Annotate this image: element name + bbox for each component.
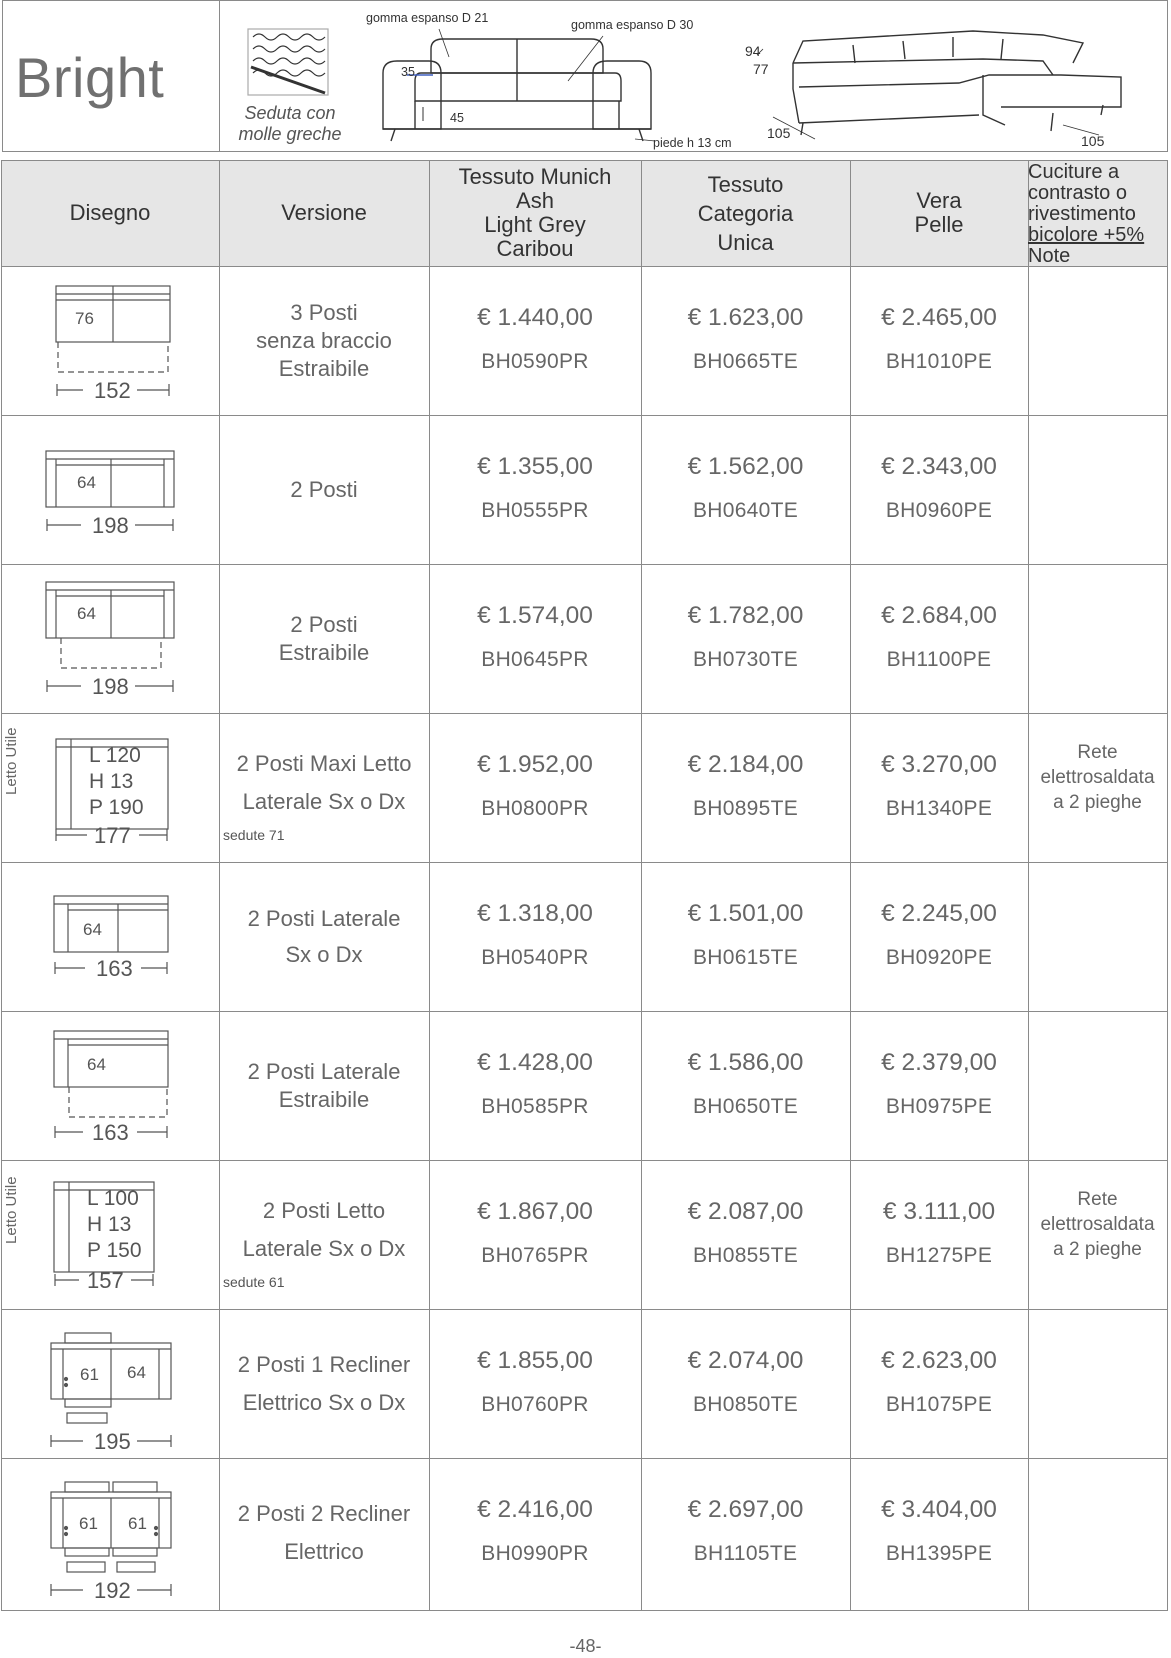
corner-sofa-drawing [757,31,1121,139]
version-cell [219,266,429,415]
price-munich-cell [429,1160,641,1309]
header-note-line: rivestimento [1028,202,1136,225]
bed-label: Letto Utile [3,1176,20,1244]
bed-dim-line: P 190 [89,796,144,819]
table-row [1,1011,1168,1160]
version-line: 2 Posti 2 Recliner [237,1500,411,1526]
version-line: 2 Posti Letto [262,1197,386,1223]
version-cell [219,1011,429,1160]
price-munich: € 2.416,00 [477,1496,593,1523]
price-categoria: € 2.074,00 [687,1347,804,1374]
bed-dim-line: L 100 [87,1187,139,1210]
code-pelle: BH1010PE [885,350,993,373]
price-pelle-cell [850,862,1028,1011]
header-pelle-line: Vera [916,188,962,213]
foam-d30-label: gomma espanso D 30 [571,18,694,32]
price-pelle-cell [850,1160,1028,1309]
version-line: 3 Posti [290,299,358,325]
version-line: 2 Posti Laterale [247,905,401,931]
price-munich-cell [429,1309,641,1458]
dim-94-label: 94 [745,43,761,59]
header-disegno: Disegno [69,200,151,225]
code-categoria: BH0615TE [692,946,799,969]
price-categoria: € 1.562,00 [687,453,804,480]
header-note [1028,160,1167,266]
drawing-cell [1,415,219,564]
price-categoria-cell [641,1458,850,1607]
code-munich: BH0645PR [481,648,589,671]
price-categoria: € 2.184,00 [687,751,804,778]
version-cell [219,564,429,713]
version-cell [219,1309,429,1458]
version-cell [219,1458,429,1607]
note-line: Rete [1077,1189,1118,1210]
price-munich-cell [429,862,641,1011]
code-categoria: BH0895TE [692,797,799,820]
front-sofa-drawing [383,29,655,141]
table-row [1,1458,1168,1610]
width-label: 157 [87,1268,124,1293]
version-line: Sx o Dx [285,941,363,967]
seat-width-note: sedute 61 [223,1274,285,1290]
drawing-cell [1,862,219,1011]
code-categoria: BH0850TE [692,1393,799,1416]
version-line: 2 Posti Maxi Letto [236,750,412,776]
price-munich-cell [429,564,641,713]
note-line: a 2 pieghe [1053,792,1142,813]
width-label: 198 [92,674,129,699]
drawing-cell [1,1458,219,1607]
price-pelle-cell [850,564,1028,713]
price-munich: € 1.428,00 [477,1049,593,1076]
code-pelle: BH0975PE [885,1095,993,1118]
bed-dims [89,743,144,821]
table-row [1,415,1168,564]
dim-105-right-label: 105 [1081,133,1105,149]
version-line: 2 Posti [290,476,358,502]
foam-d21-label: gomma espanso D 21 [366,11,489,25]
code-pelle: BH1340PE [885,797,993,820]
code-munich: BH0585PR [481,1095,589,1118]
table-row [1,1160,1168,1309]
depth-label-2: 61 [128,1514,147,1533]
version-line: Estraibile [278,355,370,381]
depth-label: 64 [87,1055,106,1074]
depth-label-2: 64 [127,1363,146,1382]
price-pelle: € 3.270,00 [881,751,997,778]
price-munich-cell [429,1011,641,1160]
version-line: 2 Posti [290,611,358,637]
code-categoria: BH0855TE [692,1244,799,1267]
version-line: Estraibile [278,639,370,665]
price-munich: € 1.574,00 [477,602,593,629]
price-munich: € 1.440,00 [477,304,593,331]
code-munich: BH0990PR [481,1542,589,1565]
width-label: 177 [94,823,131,848]
version-line: Estraibile [278,1086,370,1112]
header-box [2,0,1168,152]
depth-label: 61 [80,1365,99,1384]
table-row [1,266,1168,415]
price-munich-cell [429,713,641,862]
header-categoria-line: Unica [717,229,774,255]
version-line: Elettrico Sx o Dx [242,1389,406,1415]
version-line: Elettrico [284,1538,364,1564]
price-categoria-cell [641,1309,850,1458]
dim-35-label: 35 [401,65,415,79]
code-pelle: BH1395PE [885,1542,993,1565]
price-categoria-cell [641,266,850,415]
code-pelle: BH1100PE [886,648,992,671]
price-categoria-cell [641,1011,850,1160]
version-line: 2 Posti Laterale [247,1058,401,1084]
code-categoria: BH0640TE [692,499,799,522]
version-line: Laterale Sx o Dx [242,788,406,814]
header-pelle-line: Pelle [914,212,964,237]
version-cell [219,862,429,1011]
price-munich-cell [429,266,641,415]
dim-77-label: 77 [753,61,769,77]
price-pelle: € 2.343,00 [881,453,997,480]
header-note-line: Note [1028,244,1071,267]
version-line: senza braccio [256,327,392,353]
code-pelle: BH0960PE [885,499,993,522]
depth-label: 76 [75,309,94,328]
width-label: 163 [96,956,133,981]
brand-title: Bright [15,46,165,109]
price-categoria-cell [641,713,850,862]
depth-label: 64 [83,920,102,939]
header-categoria [641,160,850,266]
code-categoria: BH0730TE [692,648,799,671]
price-munich: € 1.952,00 [477,751,593,778]
price-pelle-cell [850,713,1028,862]
width-label: 152 [94,378,131,403]
code-pelle: BH1075PE [885,1393,993,1416]
price-pelle-cell [850,415,1028,564]
code-pelle: BH1275PE [885,1244,993,1267]
sofa-plan-icon [1,862,219,1011]
version-line: Laterale Sx o Dx [242,1235,406,1261]
price-table [1,160,1168,1611]
code-munich: BH0800PR [481,797,589,820]
price-pelle: € 2.684,00 [881,602,997,629]
width-label: 192 [94,1578,131,1603]
price-categoria: € 1.623,00 [687,304,804,331]
header-note-line: bicolore +5% [1028,223,1145,246]
price-pelle: € 2.245,00 [881,900,997,927]
code-munich: BH0555PR [481,499,589,522]
header-categoria-line: Tessuto [707,171,784,197]
code-munich: BH0765PR [481,1244,589,1267]
spring-seat-icon [248,29,328,95]
price-munich: € 1.355,00 [477,453,593,480]
width-label: 163 [92,1120,129,1145]
price-pelle: € 2.465,00 [881,304,997,331]
code-munich: BH0590PR [481,350,589,373]
bed-label: Letto Utile [3,727,20,795]
header-versione: Versione [281,200,367,225]
price-categoria-cell [641,564,850,713]
note-line: Rete [1077,742,1118,763]
depth-label: 64 [77,473,96,492]
price-categoria: € 2.087,00 [687,1198,804,1225]
price-pelle: € 3.111,00 [882,1198,996,1225]
drawing-cell [1,1011,219,1160]
bed-dim-line: P 150 [87,1239,142,1262]
price-categoria: € 1.782,00 [687,602,804,629]
drawing-cell [1,564,219,713]
bed-dim-line: H 13 [87,1213,132,1236]
code-munich: BH0760PR [481,1393,589,1416]
feet-height-label: piede h 13 cm [653,136,732,150]
price-categoria-cell [641,415,850,564]
price-munich-cell [429,415,641,564]
code-categoria: BH0665TE [692,350,799,373]
page-number: -48- [569,1636,602,1656]
width-label: 198 [92,513,129,538]
version-cell [219,713,429,862]
drawing-cell [1,713,219,862]
price-pelle: € 2.623,00 [881,1347,997,1374]
price-pelle: € 2.379,00 [881,1049,997,1076]
drawing-cell [1,1160,219,1309]
price-pelle-cell [850,1011,1028,1160]
sofa-plan-icon [1,415,219,564]
version-cell [219,1160,429,1309]
price-categoria: € 2.697,00 [687,1496,804,1523]
price-munich: € 1.867,00 [477,1198,593,1225]
price-munich: € 1.855,00 [477,1347,593,1374]
price-pelle: € 3.404,00 [881,1496,997,1523]
price-categoria: € 1.501,00 [687,900,804,927]
price-categoria-cell [641,1160,850,1309]
note-line: elettrosaldata [1040,1214,1155,1235]
code-categoria: BH1105TE [693,1542,798,1565]
depth-label: 61 [79,1514,98,1533]
note-cell [1028,1160,1167,1309]
header-munich-line: Light Grey [484,212,586,237]
bed-dims [87,1186,142,1264]
version-line: 2 Posti 1 Recliner [237,1351,411,1377]
width-label: 195 [94,1429,131,1454]
depth-label: 64 [77,604,96,623]
bed-dim-line: H 13 [89,770,134,793]
header-munich-line: Caribou [496,236,574,261]
header-munich-line: Tessuto Munich [458,164,612,189]
note-cell [1028,713,1167,862]
table-row [1,564,1168,713]
seat-width-note: sedute 71 [223,827,285,843]
dim-45-label: 45 [450,111,464,125]
table-row [1,713,1168,862]
price-pelle-cell [850,266,1028,415]
header-munich-line: Ash [516,188,554,213]
price-categoria-cell [641,862,850,1011]
code-munich: BH0540PR [481,946,589,969]
header-note-line: contrasto o [1028,181,1127,204]
header-munich [429,160,641,266]
dim-105-left-label: 105 [767,125,791,141]
price-pelle-cell [850,1309,1028,1458]
table-row [1,862,1168,1011]
price-pelle-cell [850,1458,1028,1607]
header-pelle [850,160,1028,266]
price-munich-cell [429,1458,641,1607]
price-categoria: € 1.586,00 [687,1049,804,1076]
header-categoria-line: Categoria [697,200,794,226]
bed-dim-line: L 120 [89,744,141,767]
version-cell [219,415,429,564]
table-row [1,1309,1168,1458]
code-categoria: BH0650TE [692,1095,799,1118]
drawing-cell [1,266,219,415]
code-pelle: BH0920PE [885,946,993,969]
note-line: a 2 pieghe [1053,1239,1142,1260]
price-munich: € 1.318,00 [477,900,593,927]
drawing-cell [1,1309,219,1458]
note-line: elettrosaldata [1040,767,1155,788]
seat-note: Seduta con molle greche [238,103,342,144]
header-note-line: Cuciture a [1028,160,1120,183]
